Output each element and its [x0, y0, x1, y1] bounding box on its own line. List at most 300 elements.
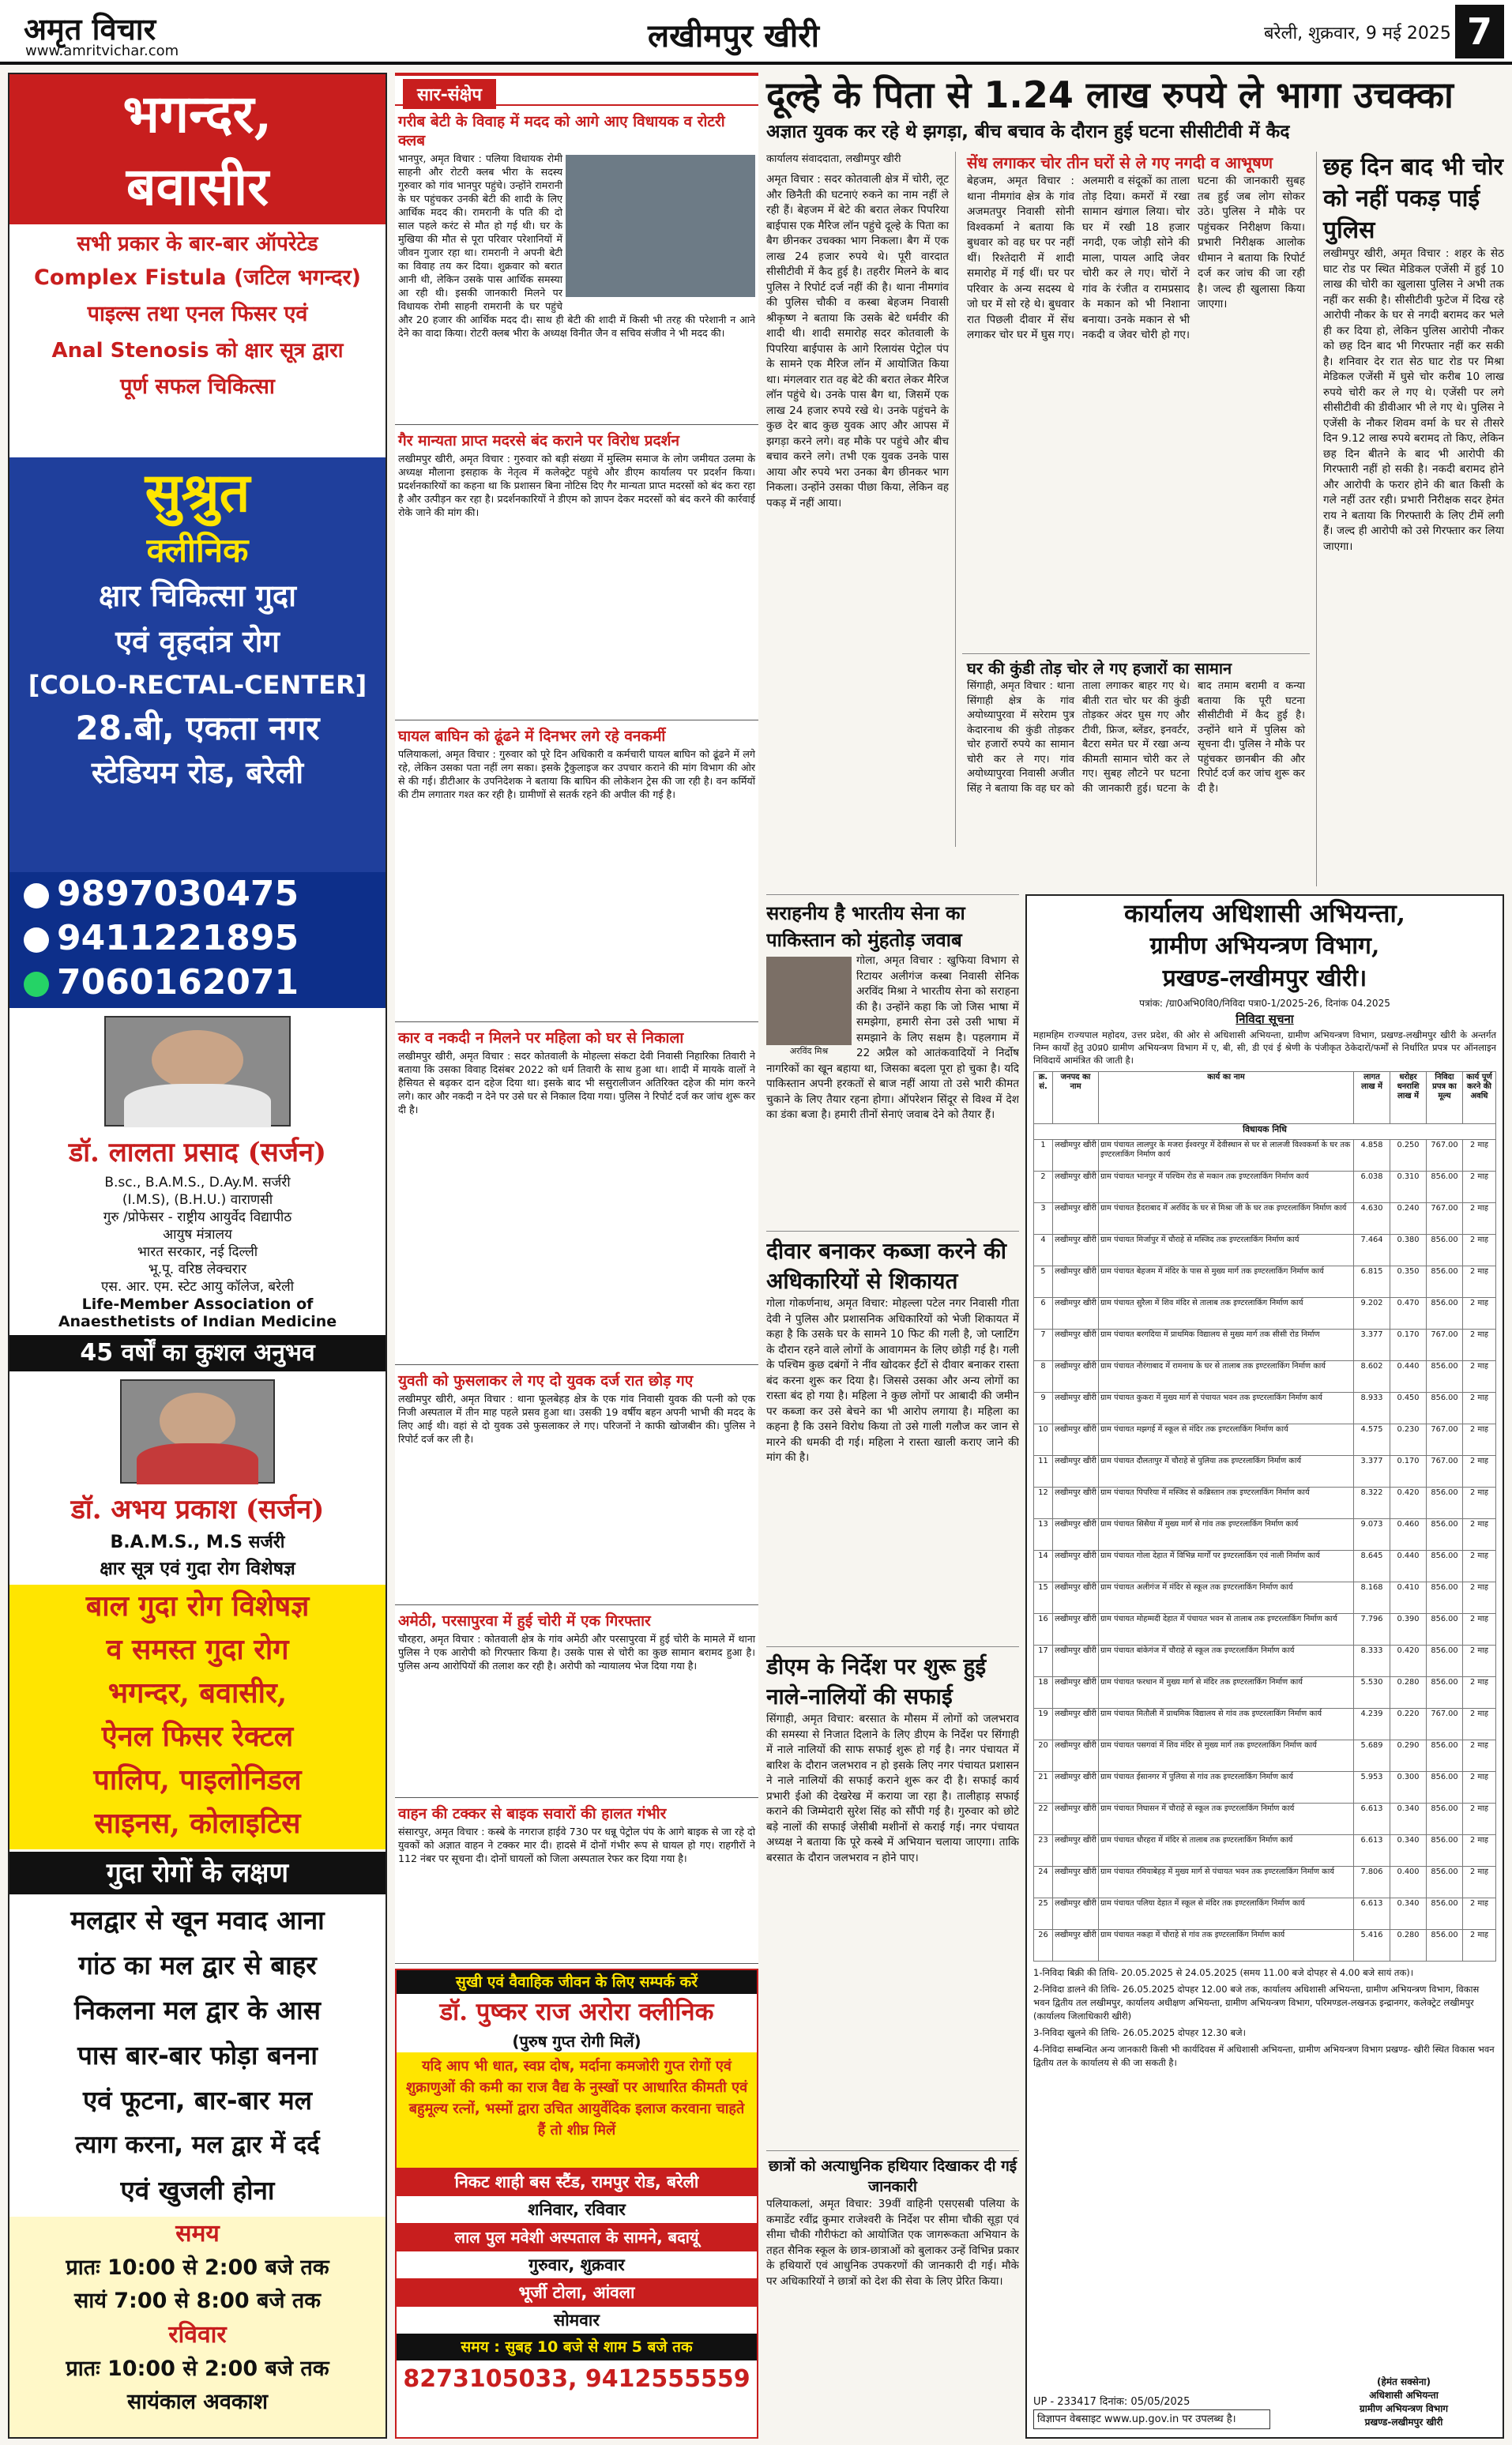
table-cell: 5.416 — [1354, 1930, 1390, 1962]
table-cell: 11 — [1034, 1456, 1053, 1488]
brief-headline: कार व नकदी न मिलने पर महिला को घर से निकाला — [398, 1029, 684, 1047]
story-police-failed — [1316, 152, 1504, 886]
clinic-ad-day: शनिवार, रविवार — [528, 2200, 626, 2219]
table-cell: 6 — [1034, 1298, 1053, 1330]
clinic-ad-phones: 8273105033, 9412555559 — [403, 2365, 750, 2393]
page-number: 7 — [1455, 5, 1504, 58]
clinic-address: स्टेडियम रोड, बरेली — [91, 755, 304, 790]
table-cell: लखीमपुर खीरी — [1053, 1740, 1099, 1772]
table-cell: ग्राम पंचायत ईसानगर में पुलिया से गांव तक इण्टरलाकिंग निर्माण कार्य — [1099, 1772, 1354, 1804]
table-cell: लखीमपुर खीरी — [1053, 1488, 1099, 1519]
brief-headline: वाहन की टक्कर से बाइक सवारों की हालत गंभीर — [398, 1805, 667, 1822]
table-cell: 856.00 — [1427, 1266, 1463, 1298]
table-row — [1034, 1709, 1496, 1740]
table-cell: 856.00 — [1427, 1361, 1463, 1393]
table-cell: 2 माह — [1463, 1298, 1496, 1330]
table-cell: लखीमपुर खीरी — [1053, 1582, 1099, 1614]
doctor-2-degree: B.A.M.S., M.S सर्जरी — [110, 1533, 285, 1552]
phone-text: 7060162071 — [57, 962, 299, 1002]
table-cell: 17 — [1034, 1646, 1053, 1677]
tender-table-wrap — [1027, 1068, 1503, 1965]
table-cell: 8.333 — [1354, 1646, 1390, 1677]
table-cell: 856.00 — [1427, 1646, 1463, 1677]
table-cell: 5 — [1034, 1266, 1053, 1298]
section-label: सार-संक्षेप — [403, 79, 496, 109]
ad-intro-line: पूर्ण सफल चिकित्सा — [120, 374, 275, 399]
table-cell: 767.00 — [1427, 1424, 1463, 1456]
table-cell: 9 — [1034, 1393, 1053, 1424]
symptoms-heading: गुदा रोगों के लक्षण — [9, 1852, 386, 1894]
table-cell: 3.377 — [1354, 1456, 1390, 1488]
table-cell: 3 — [1034, 1203, 1053, 1235]
doctor-2-speciality: क्षार सूत्र एवं गुदा रोग विशेषज्ञ — [100, 1559, 295, 1579]
table-cell: 0.400 — [1390, 1867, 1427, 1898]
clinic-name: सुश्रुत — [145, 461, 250, 525]
table-cell: 13 — [1034, 1519, 1053, 1551]
table-cell: ग्राम पंचायत मिर्जापुर में चौराहे से मस्जिद तक इण्टरलाकिंग निर्माण कार्य — [1099, 1235, 1354, 1266]
table-header-cell: निविदा प्रपत्र का मूल्य — [1427, 1072, 1463, 1124]
story-headline: छात्रों को अत्याधुनिक हथियार दिखाकर दी गई जानकारी — [768, 2157, 1017, 2195]
clinic-ad-address: भूर्जी टोला, आंवला — [397, 2278, 757, 2307]
brief-item — [395, 1608, 758, 1798]
table-cell: ग्राम पंचायत गोला देहात में विभिन्न मार्गों पर इण्टरलाकिंग एवं नाली निर्माण कार्य — [1099, 1551, 1354, 1582]
table-cell: 2 माह — [1463, 1140, 1496, 1172]
table-cell: 15 — [1034, 1582, 1053, 1614]
table-cell: ग्राम पंचायत दौलतापुर में चौराहे से पुलिया तक इण्टरलाकिंग निर्माण कार्य — [1099, 1456, 1354, 1488]
news-photo — [566, 155, 755, 297]
table-cell: 3.377 — [1354, 1330, 1390, 1361]
table-cell: 25 — [1034, 1898, 1053, 1930]
table-cell: 2 माह — [1463, 1804, 1496, 1835]
table-cell: 856.00 — [1427, 1804, 1463, 1835]
table-cell: 22 — [1034, 1804, 1053, 1835]
phone-text: 9897030475 — [57, 874, 299, 914]
table-cell: 856.00 — [1427, 1614, 1463, 1646]
table-cell: 0.340 — [1390, 1898, 1427, 1930]
table-cell: 7.796 — [1354, 1614, 1390, 1646]
table-cell: 2 माह — [1463, 1488, 1496, 1519]
table-cell: लखीमपुर खीरी — [1053, 1898, 1099, 1930]
table-cell: 856.00 — [1427, 1867, 1463, 1898]
table-cell: 10 — [1034, 1424, 1053, 1456]
table-cell: 4.239 — [1354, 1709, 1390, 1740]
table-cell: 856.00 — [1427, 1772, 1463, 1804]
table-cell: 6.613 — [1354, 1804, 1390, 1835]
clinic-spec: [COLO-RECTAL-CENTER] — [28, 670, 367, 700]
table-cell: लखीमपुर खीरी — [1053, 1203, 1099, 1235]
person-photo-block — [766, 957, 852, 1057]
table-cell: 0.220 — [1390, 1709, 1427, 1740]
brief-text: लखीमपुर खीरी, अमृत विचार : थाना फूलबेहड़ क्षेत्र के एक गांव निवासी युवक की पत्नी को एक निजी अस्पताल में तीन माह पहले प्रसव हुआ था। उसकी 19 वर्षीय बहन अपनी भाभी की मदद के लिए आई थी। वहां से दो युवक उसे फुसलाकर ले गए। परिजनों ने काफी खोजबीन की। पुलिस ने रिपोर्ट दर्ज कर ली है। — [398, 1393, 755, 1445]
brief-text: लखीमपुर खीरी, अमृत विचार : सदर कोतवाली के मोहल्ला संकटा देवी निवासी निहारिका तिवारी ने बताया कि उसका विवाह दिसंबर 2022 को धर्म तिवारी के साथ हुआ था। शादी में मायके वालों ने हैसियत से बढ़कर दान दहेज दिया था। इसके बाद भी ससुरालीजन अतिरिक्त दहेज की मांग करने लगे। कार और नकदी न देने पर उसे घर से निकाल दिया गया। पुलिस ने रिपोर्ट दर्ज कर जांच शुरू कर दी है। — [398, 1050, 755, 1115]
tender-note: 1-निविदा बिक्री की तिथि- 20.05.2025 से 24.05.2025 (समय 11.00 बजे दोपहर से 4.00 बजे सायं तक)। — [1033, 1967, 1414, 1978]
table-cell: 0.470 — [1390, 1298, 1427, 1330]
clinic-spec: एवं वृहदांत्र रोग — [115, 624, 280, 659]
table-row — [1034, 1677, 1496, 1709]
paper-logo: अमृत विचार — [24, 11, 156, 47]
tender-table-header — [1034, 1072, 1496, 1124]
story-headline: दीवार बनाकर कब्जा करने की अधिकारियों से शिकायत — [766, 1238, 1006, 1294]
clinic-address: 28.बी, एकता नगर — [75, 709, 320, 747]
story-drain-cleaning — [766, 1646, 1019, 2144]
phone-number — [9, 872, 386, 916]
doctor-1-credentials — [9, 1174, 386, 1332]
byline: कार्यालय संवाददाता, लखीमपुर खीरी — [766, 153, 901, 165]
dateline: बरेली, शुक्रवार, 9 मई 2025 — [1264, 24, 1451, 43]
table-row — [1034, 1551, 1496, 1582]
table-cell: 2 माह — [1463, 1867, 1496, 1898]
table-cell: 856.00 — [1427, 1835, 1463, 1867]
table-header-cell: कार्य का नाम — [1099, 1072, 1354, 1124]
symptom-line: एवं फूटना, बार-बार मल — [82, 2085, 313, 2116]
table-cell: 0.440 — [1390, 1551, 1427, 1582]
table-cell: लखीमपुर खीरी — [1053, 1709, 1099, 1740]
table-cell: 0.170 — [1390, 1456, 1427, 1488]
table-cell: 856.00 — [1427, 1393, 1463, 1424]
table-cell: लखीमपुर खीरी — [1053, 1646, 1099, 1677]
credential-line: Anaesthetists of Indian Medicine — [58, 1313, 337, 1330]
table-row — [1034, 1614, 1496, 1646]
disease-line: ऐनल फिसर रेक्टल — [101, 1720, 294, 1753]
table-cell: 856.00 — [1427, 1519, 1463, 1551]
timing-line: प्रातः 10:00 से 2:00 बजे तक — [66, 2357, 329, 2381]
table-cell: 9.073 — [1354, 1519, 1390, 1551]
table-cell: ग्राम पंचायत बांकेगंज में चौराहे से स्कूल तक इण्टरलाकिंग निर्माण कार्य — [1099, 1646, 1354, 1677]
clinic-ad-address: निकट शाही बस स्टैंड, रामपुर रोड, बरेली — [397, 2168, 757, 2196]
table-cell: 6.815 — [1354, 1266, 1390, 1298]
table-cell: 8.933 — [1354, 1393, 1390, 1424]
table-cell: ग्राम पंचायत मितौली में प्राथमिक विद्यालय से गांव तक इण्टरलाकिंग निर्माण कार्य — [1099, 1709, 1354, 1740]
table-cell: 19 — [1034, 1709, 1053, 1740]
table-cell: लखीमपुर खीरी — [1053, 1172, 1099, 1203]
story-text: सिंगाही, अमृत विचार : थाना सिंगाही क्षेत्र के गांव अयोध्यापुरवा में सरेराम पुत्र केदारनाथ की कुंडी तोड़कर चोर हजारों रुपये का सामान चोरी कर ले गए। गांव अयोध्यापुरवा निवासी अजीत सिंह ने बताया कि वह घर को ताला लगाकर बाहर गए थे। बीती रात चोर घर की कुंडी तोड़कर अंदर घुस गए और टीवी, फ्रिज, ब्लेंडर, इनवर्टर, बैटरा समेत घर में रखा अन्य कीमती सामान चोरी कर ले गए। सुबह लौटने पर घटना की जानकारी हुई। घटना के बाद तमाम बरामी व कन्या बताया कि पूरी घटना सीसीटीवी में कैद हुई है। उन्होंने थाने में पुलिस को सूचना दी। पुलिस ने मौके पर पहुंचकर छानबीन की और रिपोर्ट दर्ज कर जांच शुरू कर दी है। — [967, 680, 1305, 795]
table-cell: 2 माह — [1463, 1677, 1496, 1709]
phone-text: 9411221895 — [57, 918, 299, 958]
phone-list — [9, 872, 386, 1008]
doctor-photo-1 — [104, 1016, 291, 1127]
table-cell: 0.340 — [1390, 1804, 1427, 1835]
table-cell: लखीमपुर खीरी — [1053, 1519, 1099, 1551]
table-header-cell: जनपद का नाम — [1053, 1072, 1099, 1124]
paper-url: www.amritvichar.com — [25, 43, 179, 59]
table-cell: लखीमपुर खीरी — [1053, 1456, 1099, 1488]
table-cell: 856.00 — [1427, 1582, 1463, 1614]
story-army-praise — [766, 894, 1019, 1226]
ad-title-1: भगन्दर, — [9, 74, 386, 153]
lead-story-text: अमृत विचार : सदर कोतवाली क्षेत्र में चोरी, लूट और छिनैती की घटनाएं रुकने का नाम नहीं ले रही हैं। बेहजम में बेटे की बरात लेकर पिपरिया बाईपास एक मैरिज लॉन पहुंचे दूल्हे के पिता का बैग छीनकर उचक्का भाग निकला। बैग में एक लाख 24 हजार रुपये थे। पूरी वारदात सीसीटीवी में कैद हुई है। तहरीर मिलने के बाद पुलिस ने रिपोर्ट दर्ज नहीं की है। थाना नीमगांव की पुलिस चौकी व कस्बा बेहजम निवासी श्रीकृष्ण ने बताया कि उसके बेटे धर्मवीर की शादी थी। शादी समारोह सदर कोतवाली के पिपरिया बाईपास के आगे रिलायंस पेट्रोल पंप के सामने एक मैरिज लॉन में आयोजित किया था। मंगलवार रात वह बेटे की बरात लेकर मैरिज लॉन पहुंचे थे। उनके पास बैग था, जिसमें एक लाख 24 हजार रुपये रखे थे। उनके पहुंचने के कुछ देर बाद कुछ युवक आए और आपस में झगड़ा करने लगे। वह मौके पर पहुंचे और बीच बचाव करने लगे। तभी एक युवक उनके पास आया और रुपये भरा उनका बैग छीनकर भाग निकला। उन्होंने उसका पीछा किया, लेकिन वह पकड़ में नहीं आया। — [766, 173, 949, 510]
table-cell: 2 माह — [1463, 1582, 1496, 1614]
table-cell: ग्राम पंचायत अलीगंज में मंदिर से स्कूल तक इण्टरलाकिंग निर्माण कार्य — [1099, 1582, 1354, 1614]
table-row — [1034, 1772, 1496, 1804]
table-header-cell: धरोहर धनराशि लाख में — [1390, 1072, 1427, 1124]
table-row — [1034, 1330, 1496, 1361]
table-cell: 0.310 — [1390, 1172, 1427, 1203]
table-row — [1034, 1298, 1496, 1330]
table-cell: 856.00 — [1427, 1235, 1463, 1266]
story-house-theft — [962, 653, 1310, 882]
table-cell: ग्राम पंचायत फरधान में मुख्य मार्ग से मंदिर तक इण्टरलाकिंग निर्माण कार्य — [1099, 1677, 1354, 1709]
tender-office: कार्यालय अधिशासी अभियन्ता, — [1124, 898, 1405, 928]
story-wall-complaint — [766, 1231, 1019, 1642]
table-cell: 1 — [1034, 1140, 1053, 1172]
signatory-title: प्रखण्ड-लखीमपुर खीरी — [1364, 2417, 1443, 2428]
table-cell: लखीमपुर खीरी — [1053, 1393, 1099, 1424]
table-row — [1034, 1646, 1496, 1677]
tender-office: ग्रामीण अभियन्त्रण विभाग, — [1149, 932, 1380, 960]
clinic-word: क्लीनिक — [146, 531, 249, 570]
table-cell: 2 माह — [1463, 1551, 1496, 1582]
tender-office: प्रखण्ड-लखीमपुर खीरी। — [1162, 965, 1367, 992]
disease-line: व समस्त गुदा रोग — [106, 1633, 289, 1666]
table-row — [1034, 1393, 1496, 1424]
table-cell: 5.953 — [1354, 1772, 1390, 1804]
briefs-column — [395, 73, 758, 2439]
table-cell: 20 — [1034, 1740, 1053, 1772]
tender-reference: पत्रांक: /ग्रा0अभि0वि0/निविदा पत्रा0-1/2025-26, दिनांक 04.2025 — [1139, 998, 1390, 1009]
story-text: लखीमपुर खीरी, अमृत विचार : शहर के सेठ घाट रोड पर स्थित मेडिकल एजेंसी में हुई 10 लाख की चोरी का खुलासा पुलिस ने अभी तक नहीं कर सकी है। सीसीटीवी फुटेज में दिख रहे आरोपी नौकर के घर से नगदी बरामद कर भले ही कर दिया हो, लेकिन पुलिस आरोपी नौकर को छह दिन बाद भी गिरफ्तार नहीं कर सकी है। शनिवार देर रात सेठ घाट रोड पर मिश्रा मेडिकल एजेंसी में घुसे चोर करीब 10 लाख रुपये चोरी कर ले गए थे। एजेंसी पर लगे सीसीटीवी की डीवीआर भी ले गए थे। पुलिस ने एजेंसी के नौकर शिवम वर्मा के घर से तीसरे दिन 9.12 लाख रुपये बरामद तो किए, लेकिन छह दिन बीतने के बाद भी आरोपी की गिरफ्तारी नहीं हो सकी है। नकदी बरामद होने और आरोपी के फरार होने की बात किसी के गले नहीं उतर रही। प्रभारी निरीक्षक सदर हेमंत राय ने बताया कि गिरफ्तारी के लिए टीमें लगी हैं। जल्द ही आरोपी को उसे गिरफ्तार कर लिया जाएगा। — [1323, 247, 1504, 553]
table-cell: 2 माह — [1463, 1898, 1496, 1930]
tender-section-label: विधायक निधि — [1034, 1124, 1496, 1140]
story-weapons-display — [766, 2150, 1019, 2439]
ad-intro-line: Complex Fistula (जटिल भगन्दर) — [34, 265, 361, 290]
table-cell: ग्राम पंचायत निघासन में चौराहे से स्कूल तक इण्टरलाकिंग निर्माण कार्य — [1099, 1804, 1354, 1835]
symptom-line: एवं खुजली होना — [120, 2175, 275, 2206]
table-cell: 16 — [1034, 1614, 1053, 1646]
main-news-area — [766, 73, 1504, 2439]
table-cell: लखीमपुर खीरी — [1053, 1140, 1099, 1172]
table-cell: ग्राम पंचायत पिपरिया में मस्जिद से कब्रिस्तान तक इण्टरलाकिंग निर्माण कार्य — [1099, 1488, 1354, 1519]
brief-headline: युवती को फुसलाकर ले गए दो युवक दर्ज रात छोड़ गए — [398, 1372, 694, 1390]
table-cell: 856.00 — [1427, 1677, 1463, 1709]
lead-story — [766, 152, 956, 847]
brief-item — [395, 109, 758, 425]
disease-line: बाल गुदा रोग विशेषज्ञ — [85, 1589, 310, 1623]
section-heading — [395, 73, 758, 106]
timing-line: सायं 7:00 से 8:00 बजे तक — [73, 2289, 322, 2313]
table-cell: 8.602 — [1354, 1361, 1390, 1393]
doctor-1-name: डॉ. लालता प्रसाद (सर्जन) — [69, 1137, 326, 1168]
timings-block — [9, 2217, 386, 2439]
brief-item — [395, 1025, 758, 1365]
story-headline: सेंध लगाकर चोर तीन घरों से ले गए नगदी व आभूषण — [967, 153, 1273, 172]
table-cell: 4 — [1034, 1235, 1053, 1266]
ad-intro-line: सभी प्रकार के बार-बार ऑपरेटेड — [77, 232, 318, 256]
table-cell: ग्राम पंचायत पलिया देहात में स्कूल से मंदिर तक इण्टरलाकिंग निर्माण कार्य — [1099, 1898, 1354, 1930]
disease-line: पालिप, पाइलोनिडल — [93, 1763, 302, 1796]
table-cell: 856.00 — [1427, 1740, 1463, 1772]
tender-signature — [1313, 2375, 1495, 2429]
table-cell: 2 माह — [1463, 1235, 1496, 1266]
table-cell: लखीमपुर खीरी — [1053, 1330, 1099, 1361]
table-cell: 767.00 — [1427, 1330, 1463, 1361]
table-cell: ग्राम पंचायत सिसैया में मुख्य मार्ग से गांव तक इण्टरलाकिंग निर्माण कार्य — [1099, 1519, 1354, 1551]
person-photo — [766, 957, 852, 1045]
table-cell: 767.00 — [1427, 1456, 1463, 1488]
table-cell: ग्राम पंचायत नकहा में चौराहे से गांव तक इण्टरलाकिंग निर्माण कार्य — [1099, 1930, 1354, 1962]
tender-notice — [1025, 894, 1504, 2439]
table-cell: 0.420 — [1390, 1646, 1427, 1677]
disease-line: भगन्दर, बवासीर, — [107, 1676, 288, 1710]
tender-table — [1033, 1071, 1496, 1962]
disease-line: साइनस, कोलाइटिस — [94, 1807, 301, 1840]
table-cell: 2 माह — [1463, 1709, 1496, 1740]
whatsapp-icon — [24, 972, 49, 997]
table-cell: 0.390 — [1390, 1614, 1427, 1646]
table-cell: 767.00 — [1427, 1203, 1463, 1235]
table-row — [1034, 1235, 1496, 1266]
story-headline: डीएम के निर्देश पर शुरू हुई नाले-नालियों की सफाई — [766, 1653, 987, 1710]
story-theft-three-houses — [962, 152, 1310, 648]
brief-headline: अमेठी, परसापुरवा में हुई चोरी में एक गिरफ्तार — [398, 1612, 651, 1630]
table-cell: लखीमपुर खीरी — [1053, 1235, 1099, 1266]
sunday-heading: रविवार — [168, 2321, 227, 2349]
symptom-line: त्याग करना, मल द्वार में दर्द — [75, 2131, 320, 2159]
table-cell: 2 माह — [1463, 1835, 1496, 1867]
tender-notice-title: निविदा सूचना — [1236, 1012, 1294, 1026]
brief-item — [395, 724, 758, 1022]
table-cell: 2 माह — [1463, 1519, 1496, 1551]
table-cell: 2 माह — [1463, 1424, 1496, 1456]
table-cell: ग्राम पंचायत मझगई में स्कूल से मंदिर तक इण्टरलाकिंग निर्माण कार्य — [1099, 1424, 1354, 1456]
clinic-ad-day: सोमवार — [554, 2311, 600, 2330]
table-cell: 2 माह — [1463, 1456, 1496, 1488]
brief-headline: गरीब बेटी के विवाह में मदद को आगे आए विधायक व रोटरी क्लब — [398, 113, 725, 149]
table-row — [1034, 1582, 1496, 1614]
table-cell: 0.250 — [1390, 1140, 1427, 1172]
table-cell: 2 — [1034, 1172, 1053, 1203]
table-row — [1034, 1456, 1496, 1488]
table-cell: 8.168 — [1354, 1582, 1390, 1614]
lead-headline: दूल्हे के पिता से 1.24 लाख रुपये ले भागा उचक्का — [766, 73, 1454, 116]
table-cell: 0.350 — [1390, 1266, 1427, 1298]
table-cell: 0.230 — [1390, 1424, 1427, 1456]
table-cell: ग्राम पंचायत बेहजम में मंदिर के पास से मुख्य मार्ग तक इण्टरलाकिंग निर्माण कार्य — [1099, 1266, 1354, 1298]
table-row — [1034, 1172, 1496, 1203]
table-cell: 0.240 — [1390, 1203, 1427, 1235]
table-cell: ग्राम पंचायत मोहम्मदी देहात में पंचायत भवन से तालाब तक इण्टरलाकिंग निर्माण कार्य — [1099, 1614, 1354, 1646]
tender-note: 2-निविदा डालने की तिथि- 26.05.2025 दोपहर 12.00 बजे तक, कार्यालय अधिशासी अभियन्ता, ग्रामीण अभियन्त्रण विभाग, विकास भवन द्वितीय तल लखीमपुर, कार्यालय अधीक्षण अभियन्ता, ग्रामीण अभियन्त्रण विभाग, परिमण्डल-लखनऊ इन्द्रानगर, कलेक्ट्रेट लखीमपुर (कार्यालय जिलाधिकारी खीरी) — [1033, 1984, 1480, 2022]
table-cell: 26 — [1034, 1930, 1053, 1962]
tender-note: 4-निविदा सम्बन्धित अन्य जानकारी किसी भी कार्यदिवस में अधिशासी अभियन्ता, ग्रामीण अभियन्त्रण विभाग प्रखण्ड- खीरी स्थित विकास भवन द्वितीय तल के कार्यालय से की जा सकती है। — [1033, 2044, 1495, 2068]
table-cell: लखीमपुर खीरी — [1053, 1677, 1099, 1709]
symptom-line: गांठ का मल द्वार से बाहर — [78, 1950, 317, 1980]
symptom-line: मलद्वार से खून मवाद आना — [70, 1905, 325, 1935]
table-cell: 0.380 — [1390, 1235, 1427, 1266]
clinic-block — [9, 457, 386, 872]
table-cell: 12 — [1034, 1488, 1053, 1519]
story-text: सिंगाही, अमृत विचार: बरसात के मौसम में लोगों को जलभराव की समस्या से निजात दिलाने के लिए डीएम के निर्देश पर सिंगाही में नाले नालियों की साफ सफाई शुरू हो गई है। नगर पंचायत में बारिश के दौरान जलभराव न हो इसके लिए नगर पंचायत प्रशासन ने नाले नालियों की सफाई कराने शुरू कर दी है। सफाई कार्य प्रभारी ईओ की देखरेख में कराया जा रहा है। तालीहाड़ सफाई कराने की जिम्मेदारी सुरेश सिंह को सौंपी गई है। गुरुवार को छोटे बड़े नालों की सफाई जेसीबी मशीनों से कराई गई। नगर पंचायत अध्यक्ष ने बताया कि पूरे कस्बे में अभियान चलाया जाएगा। ताकि बरसात के दौरान जलभराव न होने पाए। — [766, 1713, 1019, 1864]
table-row — [1034, 1361, 1496, 1393]
table-row — [1034, 1867, 1496, 1898]
clinic-ad-subtitle: (पुरुष गुप्त रोगी मिलें) — [512, 2032, 641, 2051]
phone-icon — [24, 927, 49, 953]
table-cell: 767.00 — [1427, 1140, 1463, 1172]
credential-line: B.sc., B.A.M.S., D.Ay.M. सर्जरी — [104, 1175, 291, 1191]
phone-icon — [24, 883, 49, 908]
table-cell: 856.00 — [1427, 1298, 1463, 1330]
table-cell: 0.280 — [1390, 1677, 1427, 1709]
table-cell: लखीमपुर खीरी — [1053, 1614, 1099, 1646]
table-cell: 9.202 — [1354, 1298, 1390, 1330]
tender-ad-ref: UP - 233417 दिनांक: 05/05/2025 — [1033, 2396, 1190, 2408]
clinic-ad-time: समय : सुबह 10 बजे से शाम 5 बजे तक — [397, 2334, 757, 2360]
brief-text: भानपुर, अमृत विचार : पलिया विधायक रोमी साहनी और रोटरी क्लब भीरा के सदस्य गुरुवार को गांव भानपुर पहुंचे। उन्होंने रामरानी के घर पहुंचकर उनकी बेटी की शादी के लिए आर्थिक मदद की। रामरानी के पति की दो साल पहले करंट से मौत हो गई थी। घर के मुखिया की मौत से पूरा परिवार परेशानियों में जीवन गुजार रहा था। रामरानी ने अपनी बेटी का विवाह तय कर दिया। शुक्रवार को बरात आनी थी, लेकिन उसके पास आर्थिक समस्या आ रही थी। इसकी जानकारी मिलने पर विधायक रोमी साहनी रामरानी के घर पहुंचे और 20 हजार की आर्थिक मदद दी। साथ ही बेटी की शादी में किसी भी तरह की परेशानी न आने देने का वादा किया। रोटरी क्लब भीरा के अध्यक्ष विनीत जैन व सचिव संजीव ने भी मदद की। — [398, 152, 755, 339]
tender-note: 3-निविदा खुलने की तिथि- 26.05.2025 दोपहर 12.30 बजे। — [1033, 2027, 1246, 2038]
table-row — [1034, 1203, 1496, 1235]
tender-intro: महामहिम राज्यपाल महोदय, उत्तर प्रदेश, की ओर से अधिशासी अभियन्ता, ग्रामीण अभियन्त्रण विभाग, प्रखण्ड-लखीमपुर खीरी के अन्तर्गत निम्न कार्यों हेतु उ0प्र0 ग्रामीण अभियन्त्रण विभाग में ए, बी, सी, डी एवं ई श्रेणी के पंजीकृत ठेकेदारों/फर्मों से निर्धारित प्रपत्र पर ऑनलाइन निविदायें आमंत्रित की जाती है। — [1033, 1029, 1496, 1066]
table-cell: 7 — [1034, 1330, 1053, 1361]
table-cell: लखीमपुर खीरी — [1053, 1930, 1099, 1962]
ad-intro-line: पाइल्स तथा एनल फिसर एवं — [87, 302, 308, 326]
brief-text: पलियाकलां, अमृत विचार : गुरुवार को पूरे दिन अधिकारी व कर्मचारी घायल बाघिन को ढूंढने में लगे रहे, लेकिन उसका पता नहीं लग सका। इसके ट्रैकुलाइज कर उपचार कराने की मांग विभाग की ओर से की गई। डीटीआर के उपनिदेशक ने बताया कि बाघिन की लोकेशन ट्रेस की जा रही है। वन कर्मियों की टीम लगातार गश्त कर रही है। ग्रामीणों से सतर्क रहने की अपील की गई है। — [398, 748, 755, 800]
tender-website: विज्ञापन वेबसाइट www.up.gov.in पर उपलब्ध है। — [1033, 2409, 1270, 2429]
brief-headline: गैर मान्यता प्राप्त मदरसे बंद कराने पर विरोध प्रदर्शन — [398, 432, 680, 450]
table-cell: लखीमपुर खीरी — [1053, 1298, 1099, 1330]
story-text: गोला, अमृत विचार : खुफिया विभाग से रिटायर अलीगंज कस्बा निवासी सेनिक अरविंद मिश्रा ने भारतीय सेना को सराहना की है। उन्होंने कहा कि जो जिस भाषा में समझेगा, हमारी सेना उसे उसी भाषा में समझाने के लिए सक्षम है। पहलगाम में 22 अप्रैल को आतंकवादियों ने निर्दोष नागरिकों का खून बहाया था, जिसका बदला पूरा हो चुका है। यदि पाकिस्तान अपनी हरकतों से बाज नहीं आया तो उसे भारी कीमत चुकाने के लिए तैयार रहना होगा। ऑपरेशन सिंदूर से विश्व में देश का डंका बजा है। हमारी तीनों सेनाएं जवाब देने को तैयार हैं। — [766, 954, 1019, 1121]
table-cell: 0.420 — [1390, 1488, 1427, 1519]
table-cell: ग्राम पंचायत रमियाबेहड़ में मुख्य मार्ग से पंचायत भवन तक इण्टरलाकिंग निर्माण कार्य — [1099, 1867, 1354, 1898]
table-cell: 0.410 — [1390, 1582, 1427, 1614]
table-cell: लखीमपुर खीरी — [1053, 1772, 1099, 1804]
clinic-ad-name: डॉ. पुष्कर राज अरोरा क्लीनिक — [439, 1998, 714, 2026]
doctor-photo-2 — [120, 1379, 275, 1484]
table-cell: 5.530 — [1354, 1677, 1390, 1709]
table-cell: 4.630 — [1354, 1203, 1390, 1235]
signatory-title: ग्रामीण अभियन्त्रण विभाग — [1359, 2403, 1449, 2414]
phone-number — [9, 961, 386, 1005]
table-cell: लखीमपुर खीरी — [1053, 1551, 1099, 1582]
clinic-ad-body: यदि आप भी धात, स्वप्न दोष, मर्दाना कमजोरी गुप्त रोगों एवं शुक्राणुओं की कमी का राज वैद्य के नुस्खों पर आधारित कीमती एवं बहुमूल्य रत्नों, भस्मों द्वारा उचित आयुर्वेदिक इलाज करवाना चाहते हैं तो शीघ्र मिलें — [397, 2052, 757, 2168]
timing-line: सायंकाल अवकाश — [126, 2390, 269, 2414]
table-header-cell: कार्य पूर्ण करने की अवधि — [1463, 1072, 1496, 1124]
table-header-cell: क्र. सं. — [1034, 1072, 1053, 1124]
table-cell: 8.322 — [1354, 1488, 1390, 1519]
table-cell: 0.340 — [1390, 1835, 1427, 1867]
table-row — [1034, 1519, 1496, 1551]
story-text: पलियाकलां, अमृत विचार: 39वीं वाहिनी एसएसबी पलिया के कमाडेंट रवींद्र कुमार राजेश्वरी के निर्देश पर सीमा चौकी सूड़ा एवं सीमा चौकी गौरीफंटा को आयोजित एक जागरूकता अभियान के तहत सैनिक स्कूल के छात्र-छात्राओं को बुलाकर उन्हें विभिन्न प्रकार के हथियारों एवं आधुनिक उपकरणों की जानकारी दी गई। मौके पर अधिकारियों ने छात्रों को देश की सेवा के लिए प्रेरित किया। — [766, 2198, 1019, 2288]
story-text: बेहजम, अमृत विचार : थाना नीमगांव क्षेत्र के गांव अजमतपुर निवासी सोनी विश्वकर्मा ने बताया कि बुधवार को वह घर पर नहीं थीं। रिश्तेदारी में शादी समारोह में गई थीं। घर पर परिवार के अन्य सदस्य थे जो घर में सो रहे थे। बुधवार रात पिछली दीवार में सेंध लगाकर चोर घर में घुस गए। अलमारी व संदूकों का ताला तोड़ दिया। कमरों में रखा सामान खंगाल लिया। चोर घर में रखी 18 हजार नगदी, एक जोड़ी सोने की माला, पायल आदि जेवर चोरी कर ले गए। चोरों ने गांव के रंजीत व रामप्रसाद के मकान को भी निशाना बनाया। उनके मकान से भी नकदी व जेवर चोरी हो गए। घटना की जानकारी सुबह तब हुई जब लोग सोकर उठे। पुलिस ने मौके पर पहुंचकर निरीक्षण किया। प्रभारी निरीक्षक आलोक धीमान ने बताया कि रिपोर्ट दर्ज कर जांच की जा रही है। जल्द ही खुलासा किया जाएगा। — [967, 175, 1305, 341]
table-row — [1034, 1835, 1496, 1867]
brief-item — [395, 1368, 758, 1605]
table-cell: ग्राम पंचायत बरगदिया में प्राथमिक विद्यालय से मुख्य मार्ग तक सीसी रोड निर्माण — [1099, 1330, 1354, 1361]
clinic-advertisement — [8, 73, 387, 2439]
table-cell: 767.00 — [1427, 1709, 1463, 1740]
table-cell: 2 माह — [1463, 1330, 1496, 1361]
table-cell: लखीमपुर खीरी — [1053, 1361, 1099, 1393]
table-cell: ग्राम पंचायत लालपुर के मजरा ईश्वरपुर में देवीस्थान से घर से लालजी विश्वकर्मा के घर तक इण्टरलाकिंग निर्माण कार्य — [1099, 1140, 1354, 1172]
table-cell: 4.575 — [1354, 1424, 1390, 1456]
table-row — [1034, 1898, 1496, 1930]
table-row — [1034, 1488, 1496, 1519]
table-cell: 2 माह — [1463, 1361, 1496, 1393]
table-cell: 2 माह — [1463, 1930, 1496, 1962]
credential-line: आयुष मंत्रालय — [163, 1227, 232, 1243]
table-cell: 856.00 — [1427, 1488, 1463, 1519]
ad-title-2: बवासीर — [9, 153, 386, 224]
experience-banner: 45 वर्षों का कुशल अनुभव — [9, 1335, 386, 1371]
clinic-ad-tagline: सुखी एवं वैवाहिक जीवन के लिए सम्पर्क करें — [397, 1970, 757, 1994]
symptom-line: निकलना मल द्वार के आस — [74, 1995, 321, 2026]
table-cell: 0.300 — [1390, 1772, 1427, 1804]
story-headline: घर की कुंडी तोड़ चोर ले गए हजारों का सामान — [967, 659, 1232, 678]
credential-line: गुरु /प्रोफेसर - राष्ट्रीय आयुर्वेद विद्यापीठ — [103, 1209, 292, 1225]
table-cell: ग्राम पंचायत भानपुर में पश्चिम रोड से मकान तक इण्टरलाकिंग निर्माण कार्य — [1099, 1172, 1354, 1203]
table-header-cell: लागत लाख में — [1354, 1072, 1390, 1124]
table-cell: 0.440 — [1390, 1361, 1427, 1393]
signatory-title: अधिशासी अभियन्ता — [1369, 2390, 1439, 2401]
table-cell: 856.00 — [1427, 1551, 1463, 1582]
tender-section-row — [1034, 1124, 1496, 1140]
